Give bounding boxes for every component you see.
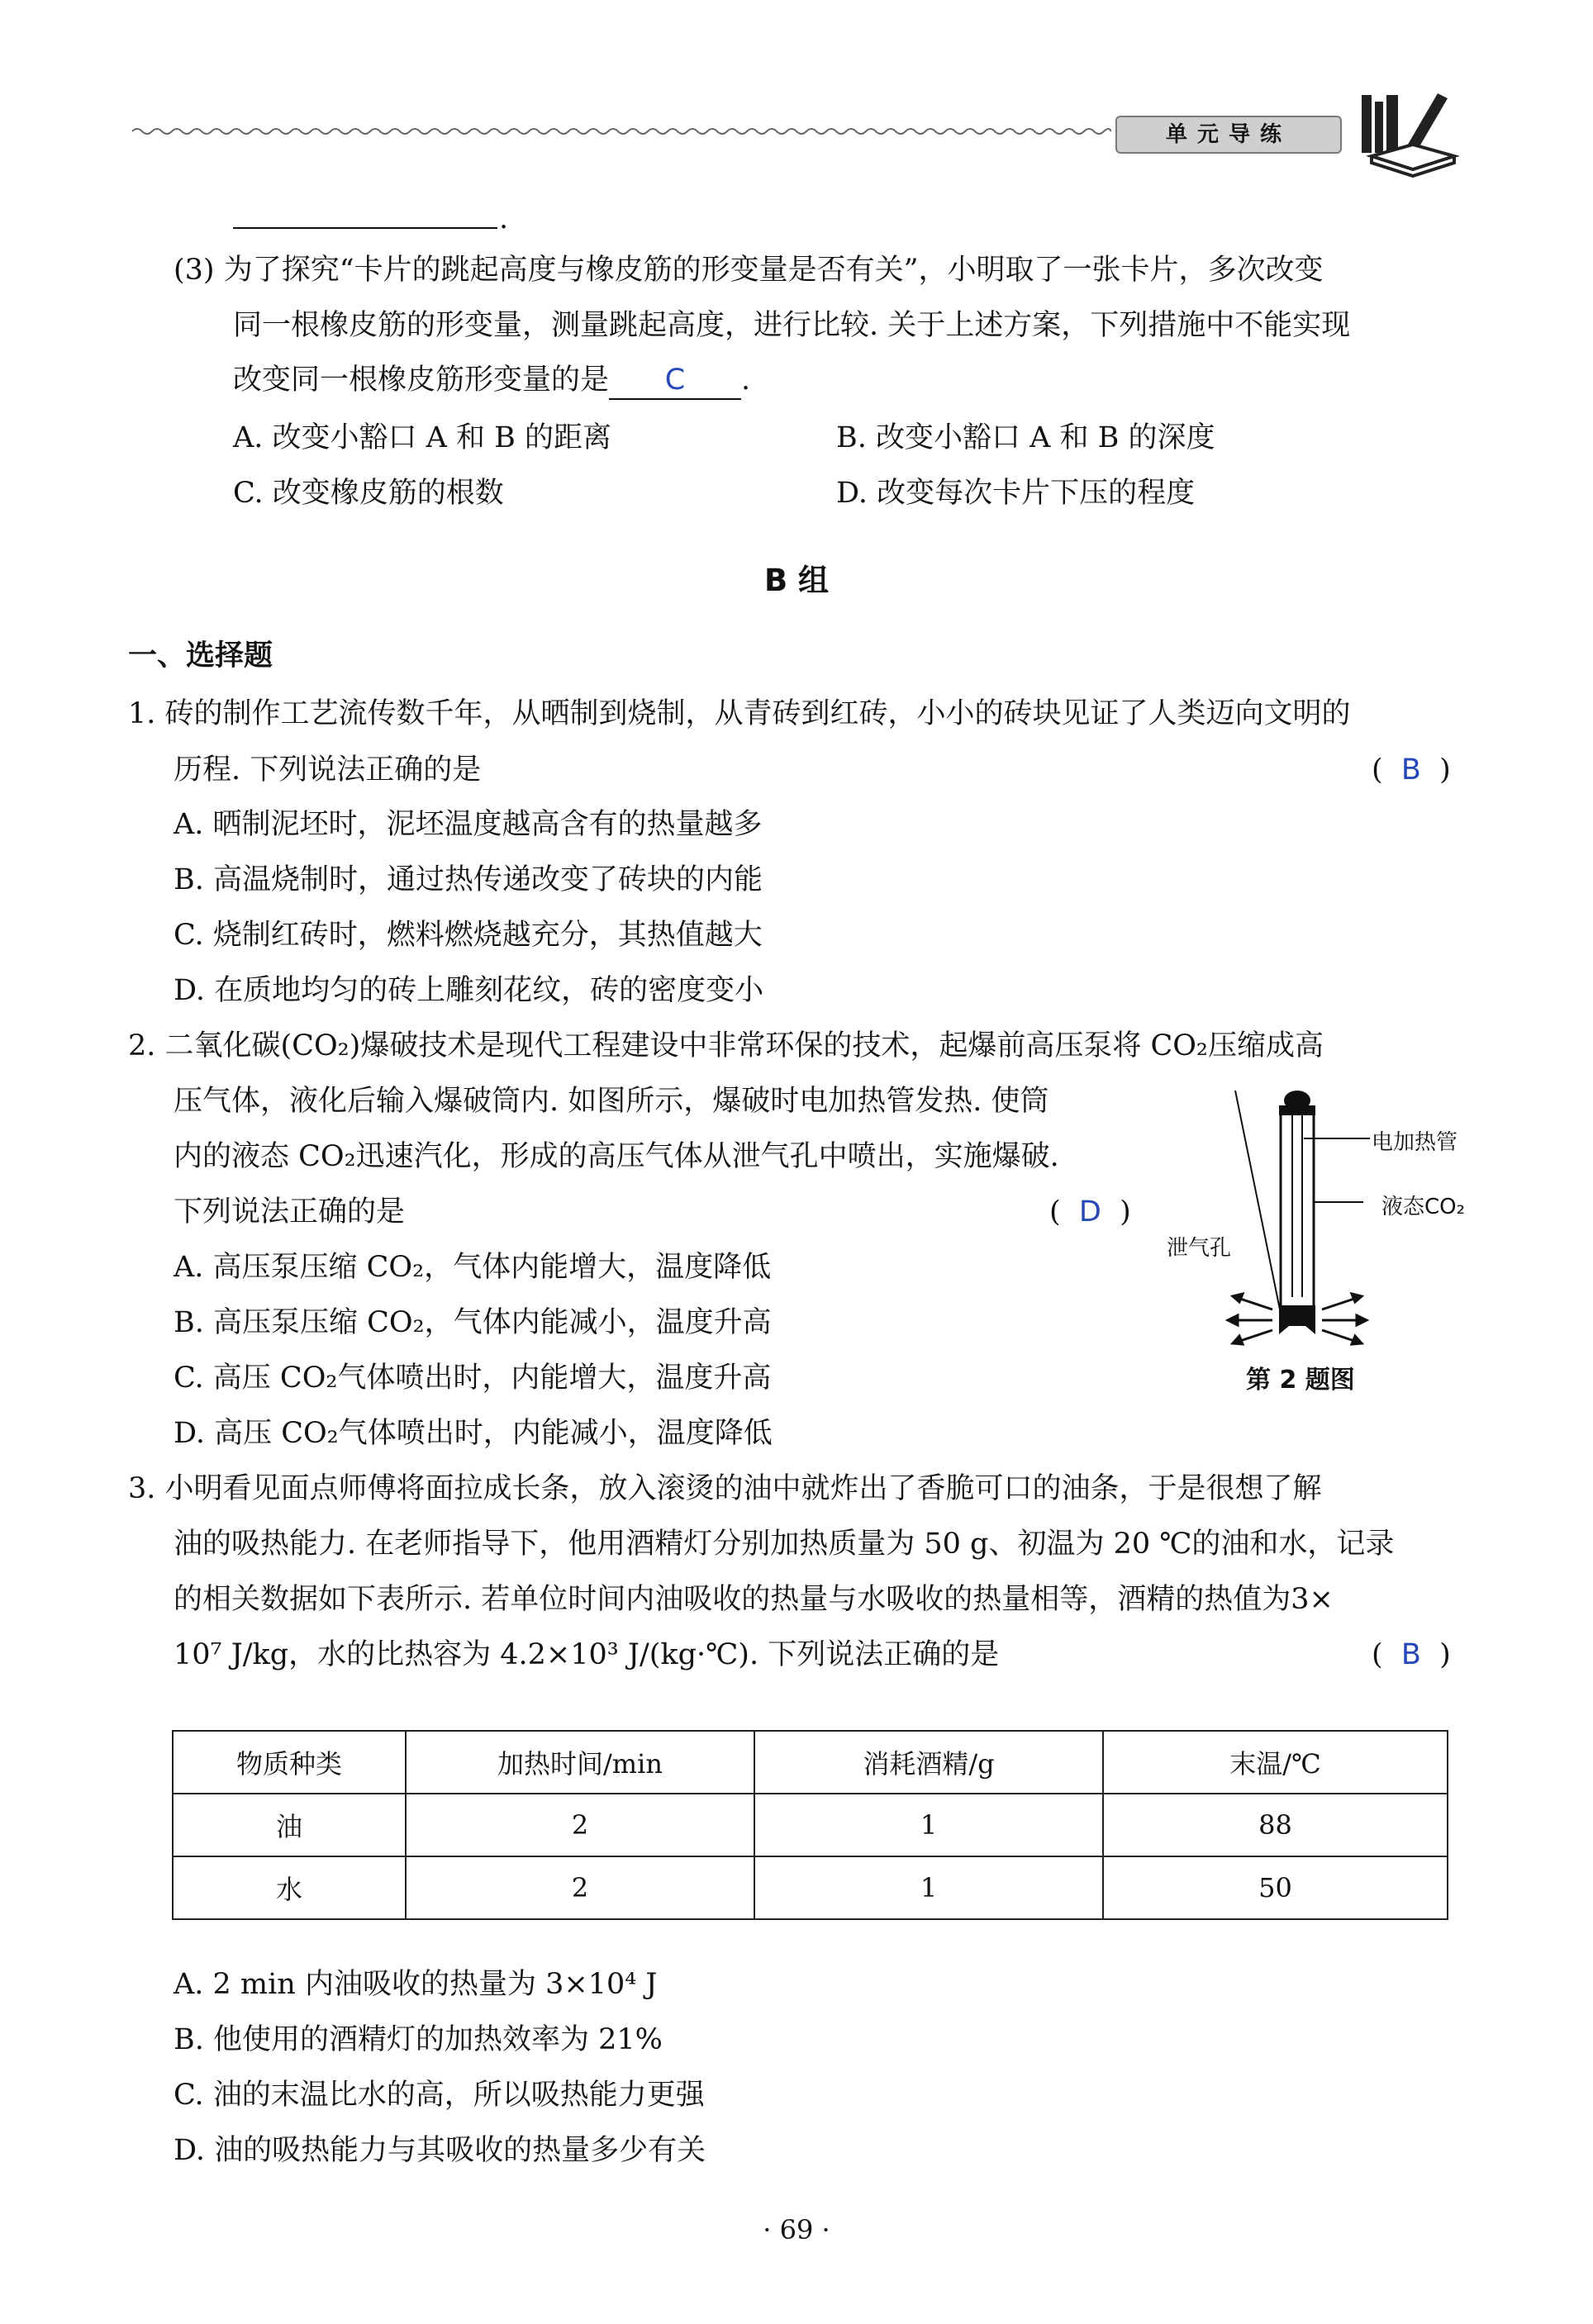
page-number: · 69 · [763,2214,830,2246]
q2-line4: 下列说法正确的是 [174,1195,406,1229]
q1-option-b: B. 高温烧制时，通过热传递改变了砖块的内能 [174,863,763,896]
table-row [173,1856,1448,1919]
label-vent-hole: 泄气孔 [1167,1236,1232,1261]
q3-prev-line3: 改变同一根橡皮筋形变量的是 C . [233,362,750,400]
q3-line2: 油的吸热能力. 在老师指导下，他用酒精灯分别加热质量为 50 g、初温为 20 ℃的油和水，记录 [174,1528,1395,1561]
books-icon [1355,87,1462,178]
q3-answer: B [1400,1638,1421,1671]
q3-prev-option-a: A. 改变小豁口 A 和 B 的距离 [233,421,612,454]
table-cell: 1 [754,1856,1103,1919]
q2-line2: 压气体，液化后输入爆破筒内. 如图所示，爆破时电加热管发热. 使筒 [174,1085,1049,1118]
q2-option-b: B. 高压泵压缩 CO₂，气体内能减小，温度升高 [174,1306,772,1339]
q3-line1: 3. 小明看见面点师傅将面拉成长条，放入滚烫的油中就炸出了香脆可口的油条，于是很想了解 [128,1472,1322,1505]
q3-prev-line2: 同一根橡皮筋的形变量，测量跳起高度，进行比较. 关于上述方案，下列措施中不能实现 [233,309,1351,342]
q2-line3: 内的液态 CO₂迅速汽化，形成的高压气体从泄气孔中喷出，实施爆破. [174,1140,1059,1173]
q3-prev-option-b: B. 改变小豁口 A 和 B 的深度 [836,421,1215,454]
q3-line4: 10⁷ J/kg，水的比热容为 4.2×10³ J/(kg·℃). 下列说法正确的是 [174,1638,1000,1671]
table-cell: 50 [1103,1856,1448,1919]
q3-prev-line1: (3) 为了探究“卡片的跳起高度与橡皮筋的形变量是否有关”，小明取了一张卡片，多次改变 [174,254,1324,287]
q3-answer-bracket: ( B ) [1372,1638,1451,1671]
q2-option-c: C. 高压 CO₂气体喷出时，内能增大，温度升高 [174,1362,772,1395]
q3-option-a: A. 2 min 内油吸收的热量为 3×10⁴ J [174,1968,658,2001]
table-cell: 油 [173,1794,406,1856]
table-header-cell: 消耗酒精/g [754,1731,1103,1794]
q1-option-a: A. 晒制泥坯时，泥坯温度越高含有的热量越多 [174,808,763,841]
q1-answer-bracket: ( B ) [1372,753,1451,787]
table-cell: 2 [406,1856,754,1919]
table-row [173,1794,1448,1856]
q3-prev-answer: C [664,364,686,397]
table-header-cell: 末温/℃ [1103,1731,1448,1794]
table-cell: 1 [754,1794,1103,1856]
q2-option-a: A. 高压泵压缩 CO₂，气体内能增大，温度降低 [174,1251,772,1284]
q2-line1: 2. 二氧化碳(CO₂)爆破技术是现代工程建设中非常环保的技术，起爆前高压泵将 CO₂压缩成高 [128,1029,1324,1062]
q3-line3: 的相关数据如下表所示. 若单位时间内油吸收的热量与水吸收的热量相等，酒精的热值为3× [174,1583,1334,1616]
label-liquid-co2: 液态CO₂ [1381,1195,1466,1219]
q3-option-d: D. 油的吸热能力与其吸收的热量多少有关 [174,2134,706,2167]
q3-prev-option-c: C. 改变橡皮筋的根数 [233,477,504,510]
answer-blank-previous [233,227,497,229]
q1-answer: B [1400,753,1421,787]
header-wave-rule [132,124,1111,139]
header-unit-tag: 单元导练 [1115,116,1342,154]
q1-option-c: C. 烧制红砖时，燃料燃烧越充分，其热值越大 [174,919,763,952]
period-mark: . [499,202,509,235]
table-cell: 水 [173,1856,406,1919]
table-header-cell: 物质种类 [173,1731,406,1794]
q3-prev-line3-text: 改变同一根橡皮筋形变量的是 [233,364,610,397]
table-header-row [173,1731,1448,1794]
q2-answer-bracket: ( D ) [1049,1195,1131,1229]
q1-line2: 历程. 下列说法正确的是 [174,753,482,787]
q1-line1: 1. 砖的制作工艺流传数千年，从晒制到烧制，从青砖到红砖，小小的砖块见证了人类迈向文明的 [128,697,1351,730]
table-cell: 2 [406,1794,754,1856]
q3-prev-answer-blank [609,362,741,400]
q3-prev-option-d: D. 改变每次卡片下压的程度 [836,477,1196,510]
table-header-cell: 加热时间/min [406,1731,754,1794]
q1-option-d: D. 在质地均匀的砖上雕刻花纹，砖的密度变小 [174,974,764,1007]
q3-option-b: B. 他使用的酒精灯的加热效率为 21% [174,2023,663,2056]
table-cell: 88 [1103,1794,1448,1856]
q3-data-table [172,1730,1448,1920]
section-title: B 组 [763,563,830,598]
part-title: 一、选择题 [128,639,273,672]
q2-answer: D [1078,1195,1101,1229]
figure-caption: 第 2 题图 [1246,1366,1355,1395]
label-heater-tube: 电加热管 [1372,1130,1458,1155]
q2-option-d: D. 高压 CO₂气体喷出时，内能减小，温度降低 [174,1417,773,1450]
q3-option-c: C. 油的末温比水的高，所以吸热能力更强 [174,2079,705,2112]
